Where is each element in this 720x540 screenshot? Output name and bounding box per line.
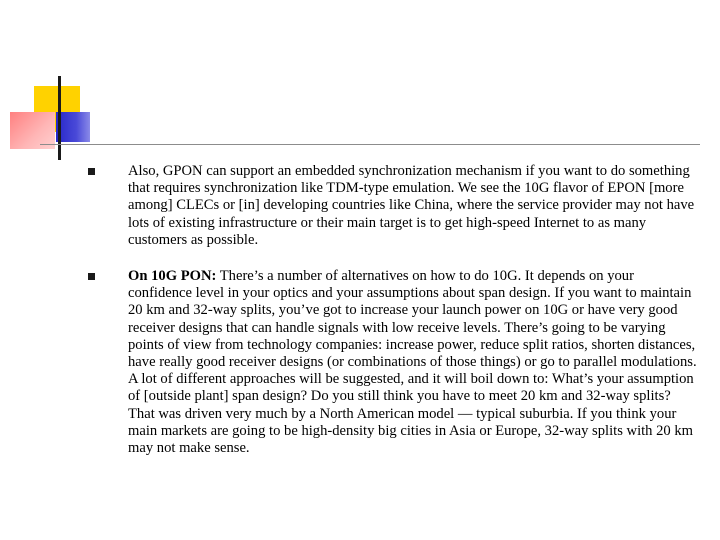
square-bullet-icon bbox=[88, 168, 95, 175]
decor-blue-square bbox=[56, 112, 90, 142]
bullet-item-10g-pon bbox=[88, 268, 700, 457]
slide-body bbox=[88, 163, 700, 457]
decor-vertical-line bbox=[58, 76, 61, 160]
bullet-text: Also, GPON can support an embedded synchronization mechanism if you want to do something that requires synchronization like TDM-type emulation. We see the 10G flavor of EPON [more among] CLECs or [in] developing countries like China, where the service provider may not have lots of existing infrastructure or their main target is to get high-speed Internet to as many customers as possible. bbox=[128, 163, 695, 248]
bullet-item-gpon-sync bbox=[88, 163, 700, 249]
bullet-lead: On 10G PON: bbox=[128, 268, 217, 285]
title-divider-line bbox=[40, 144, 700, 145]
square-bullet-icon bbox=[88, 273, 95, 280]
bullet-text: There’s a number of alternatives on how to do 10G. It depends on your confidence level in your optics and your assumptions about span design. If you want to maintain 20 km and 32-way splits, you’ve got to increase your launch power on 10G or have very good receiver designs that can handle signals with low receive levels. There’s going to be varying points of view from technology companies: increase power, reduce split ratios, shorten distances, have really good receiver designs (or combinations of those things) or go to parallel modulations. A lot of different approaches will be suggested, and it will boil down to: What’s your assumption of [outside plant] span design? Do you still think you have to meet 20 km and 32-way splits? That was driven very much by a North American model — typical suburbia. If you think your main markets are going to be high-density big cities in Asia or Europe, 32-way splits with 20 km may not make sense. bbox=[128, 268, 697, 457]
